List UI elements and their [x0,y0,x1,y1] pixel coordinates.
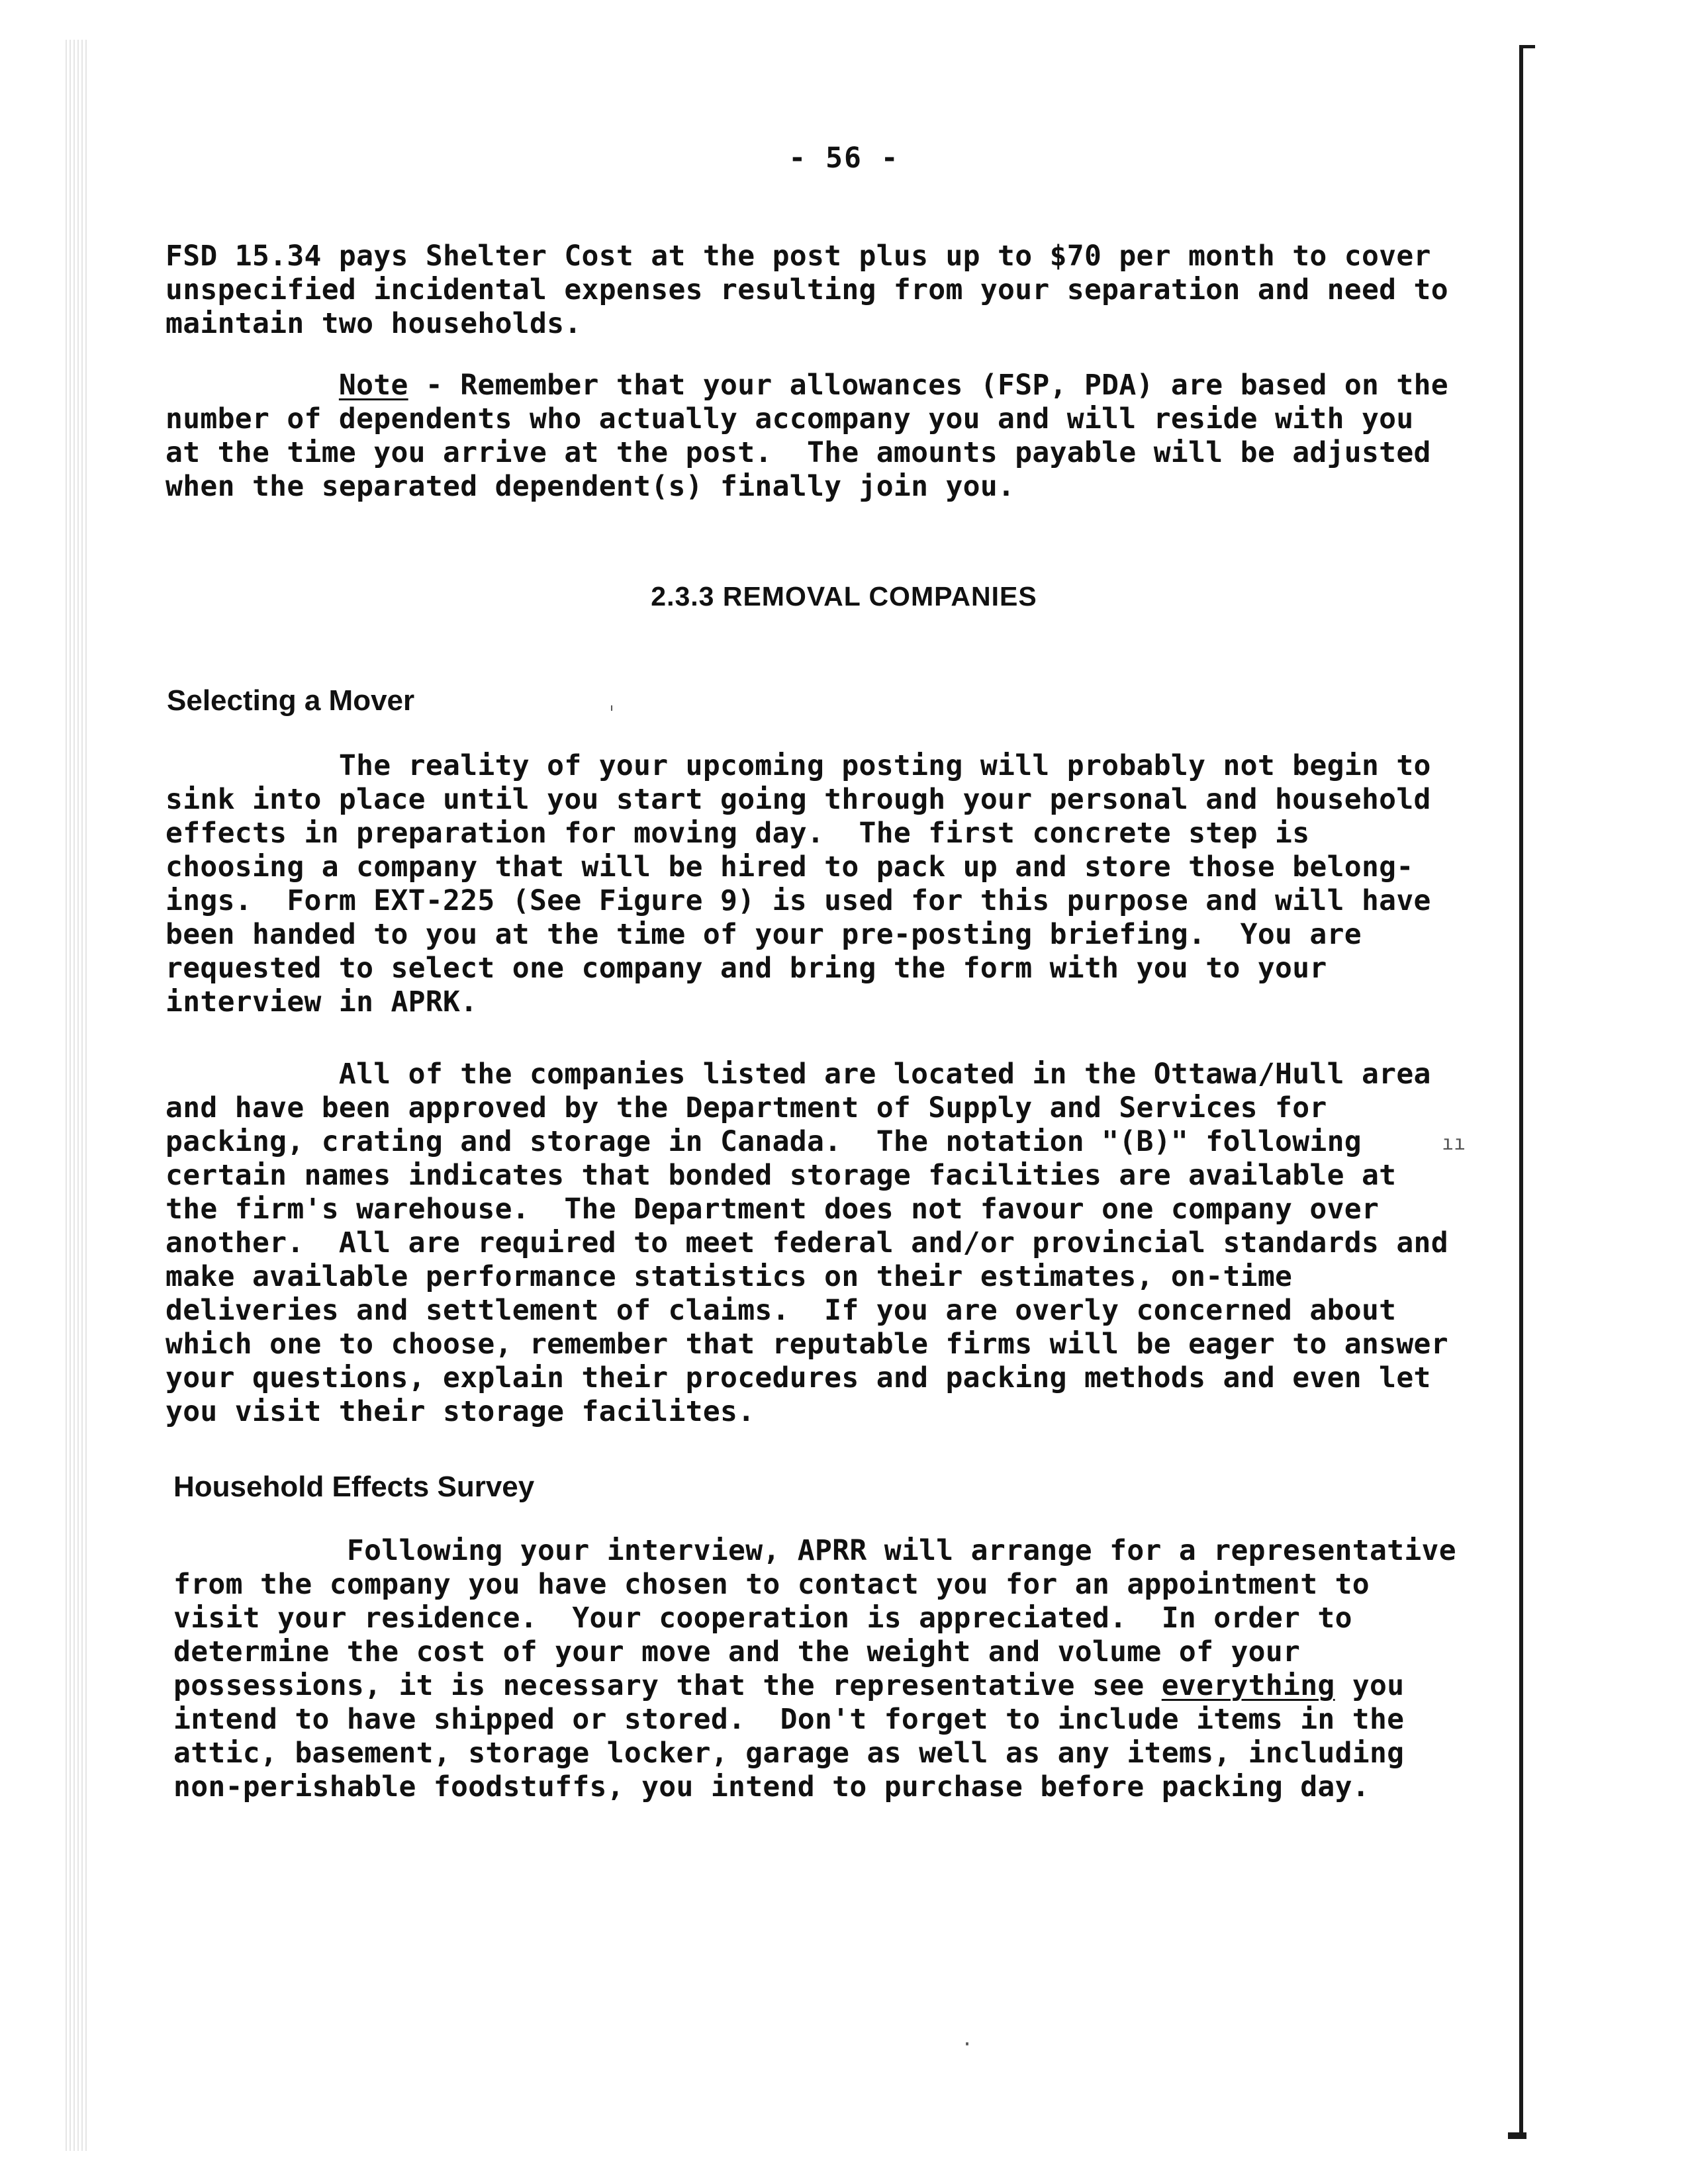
paragraph-line: determine the cost of your move and the weight and volume of your [173,1635,1301,1668]
paragraph-line: non-perishable foodstuffs, you intend to purchase before packing day. [173,1770,1370,1803]
emphasis-word: everything [1161,1669,1335,1702]
paragraph-line: your questions, explain their procedures and packing methods and even let [165,1361,1431,1394]
paragraph-line: All of the companies listed are located in the Ottawa/Hull area [165,1058,1431,1091]
emphasis-line [173,1669,1497,1703]
paragraph-line: you visit their storage facilites. [165,1395,755,1428]
paragraph-line: been handed to you at the time of your pre-posting briefing. You are [165,918,1362,951]
paragraph-line: the firm's warehouse. The Department does not favour one company over [165,1193,1380,1226]
paragraph-line: The reality of your upcoming posting will probably not begin to [165,749,1431,782]
right-border-rule [1519,48,1523,2139]
paragraph-line: requested to select one company and bring the form with you to your [165,952,1327,985]
paragraph-line: interview in APRK. [165,985,478,1019]
intro-line: FSD 15.34 pays Shelter Cost at the post plus up to $70 per month to cover [165,240,1431,273]
note-line: number of dependents who actually accompany you and will reside with you [165,402,1414,435]
paragraph-line: Following your interview, APRR will arrange for a representative [173,1534,1456,1567]
scan-speck: · [961,2033,974,2056]
paragraph-line: make available performance statistics on their estimates, on-time [165,1260,1293,1293]
page-number: - 56 - [788,142,900,175]
paragraph-line: packing, crating and storage in Canada. The notation "(B)" following [165,1125,1362,1158]
paragraph-line: deliveries and settlement of claims. If you are overly concerned about [165,1294,1397,1327]
right-border-foot [1508,2132,1526,2139]
emphasis-line-end: you [1335,1669,1405,1702]
paragraph-line: from the company you have chosen to contact you for an appointment to [173,1568,1370,1601]
paragraph-line: visit your residence. Your cooperation is appreciated. In order to [173,1602,1352,1635]
paragraph-line: sink into place until you start going through your personal and household [165,783,1431,816]
note-line: when the separated dependent(s) finally join you. [165,470,1015,503]
survey-paragraph [173,1534,1497,1804]
intro-line: maintain two households. [165,307,582,340]
subheading-household-effects-survey: Household Effects Survey [173,1471,535,1503]
paragraph-line: choosing a company that will be hired to pack up and store those belong- [165,850,1414,884]
note-first-line-text: - Remember that your allowances (FSP, PDA) are based on the [408,369,1448,402]
paragraph-line: certain names indicates that bonded storage facilities are available at [165,1159,1397,1192]
intro-line: unspecified incidental expenses resulting from your separation and need to [165,273,1448,306]
note-paragraph [165,369,1489,504]
paragraph-line: effects in preparation for moving day. The first concrete step is [165,817,1310,850]
section-heading: 2.3.3 REMOVAL COMPANIES [651,581,1037,612]
paragraph-line: and have been approved by the Department of Supply and Services for [165,1091,1327,1124]
subheading-selecting-mover: Selecting a Mover [167,684,415,717]
binding-edge [63,40,89,2151]
selecting-paragraph-1 [165,749,1489,1019]
selecting-paragraph-2 [165,1058,1489,1429]
note-line: at the time you arrive at the post. The amounts payable will be adjusted [165,436,1431,469]
note-first-line [165,369,1489,402]
paragraph-line: attic, basement, storage locker, garage as well as any items, including [173,1737,1405,1770]
scan-speck: ˈ [606,703,618,726]
paragraph-line: ings. Form EXT-225 (See Figure 9) is used for this purpose and will have [165,884,1431,917]
intro-paragraph [165,240,1489,341]
paragraph-line: intend to have shipped or stored. Don't forget to include items in the [173,1703,1405,1736]
note-label: Note [338,369,408,402]
paragraph-line: another. All are required to meet federal and/or provincial standards and [165,1226,1448,1259]
paragraph-line: which one to choose, remember that reputable firms will be eager to answer [165,1328,1448,1361]
emphasis-line-start: possessions, it is necessary that the representative see [173,1669,1162,1702]
scan-speck: ıı [1442,1132,1466,1155]
